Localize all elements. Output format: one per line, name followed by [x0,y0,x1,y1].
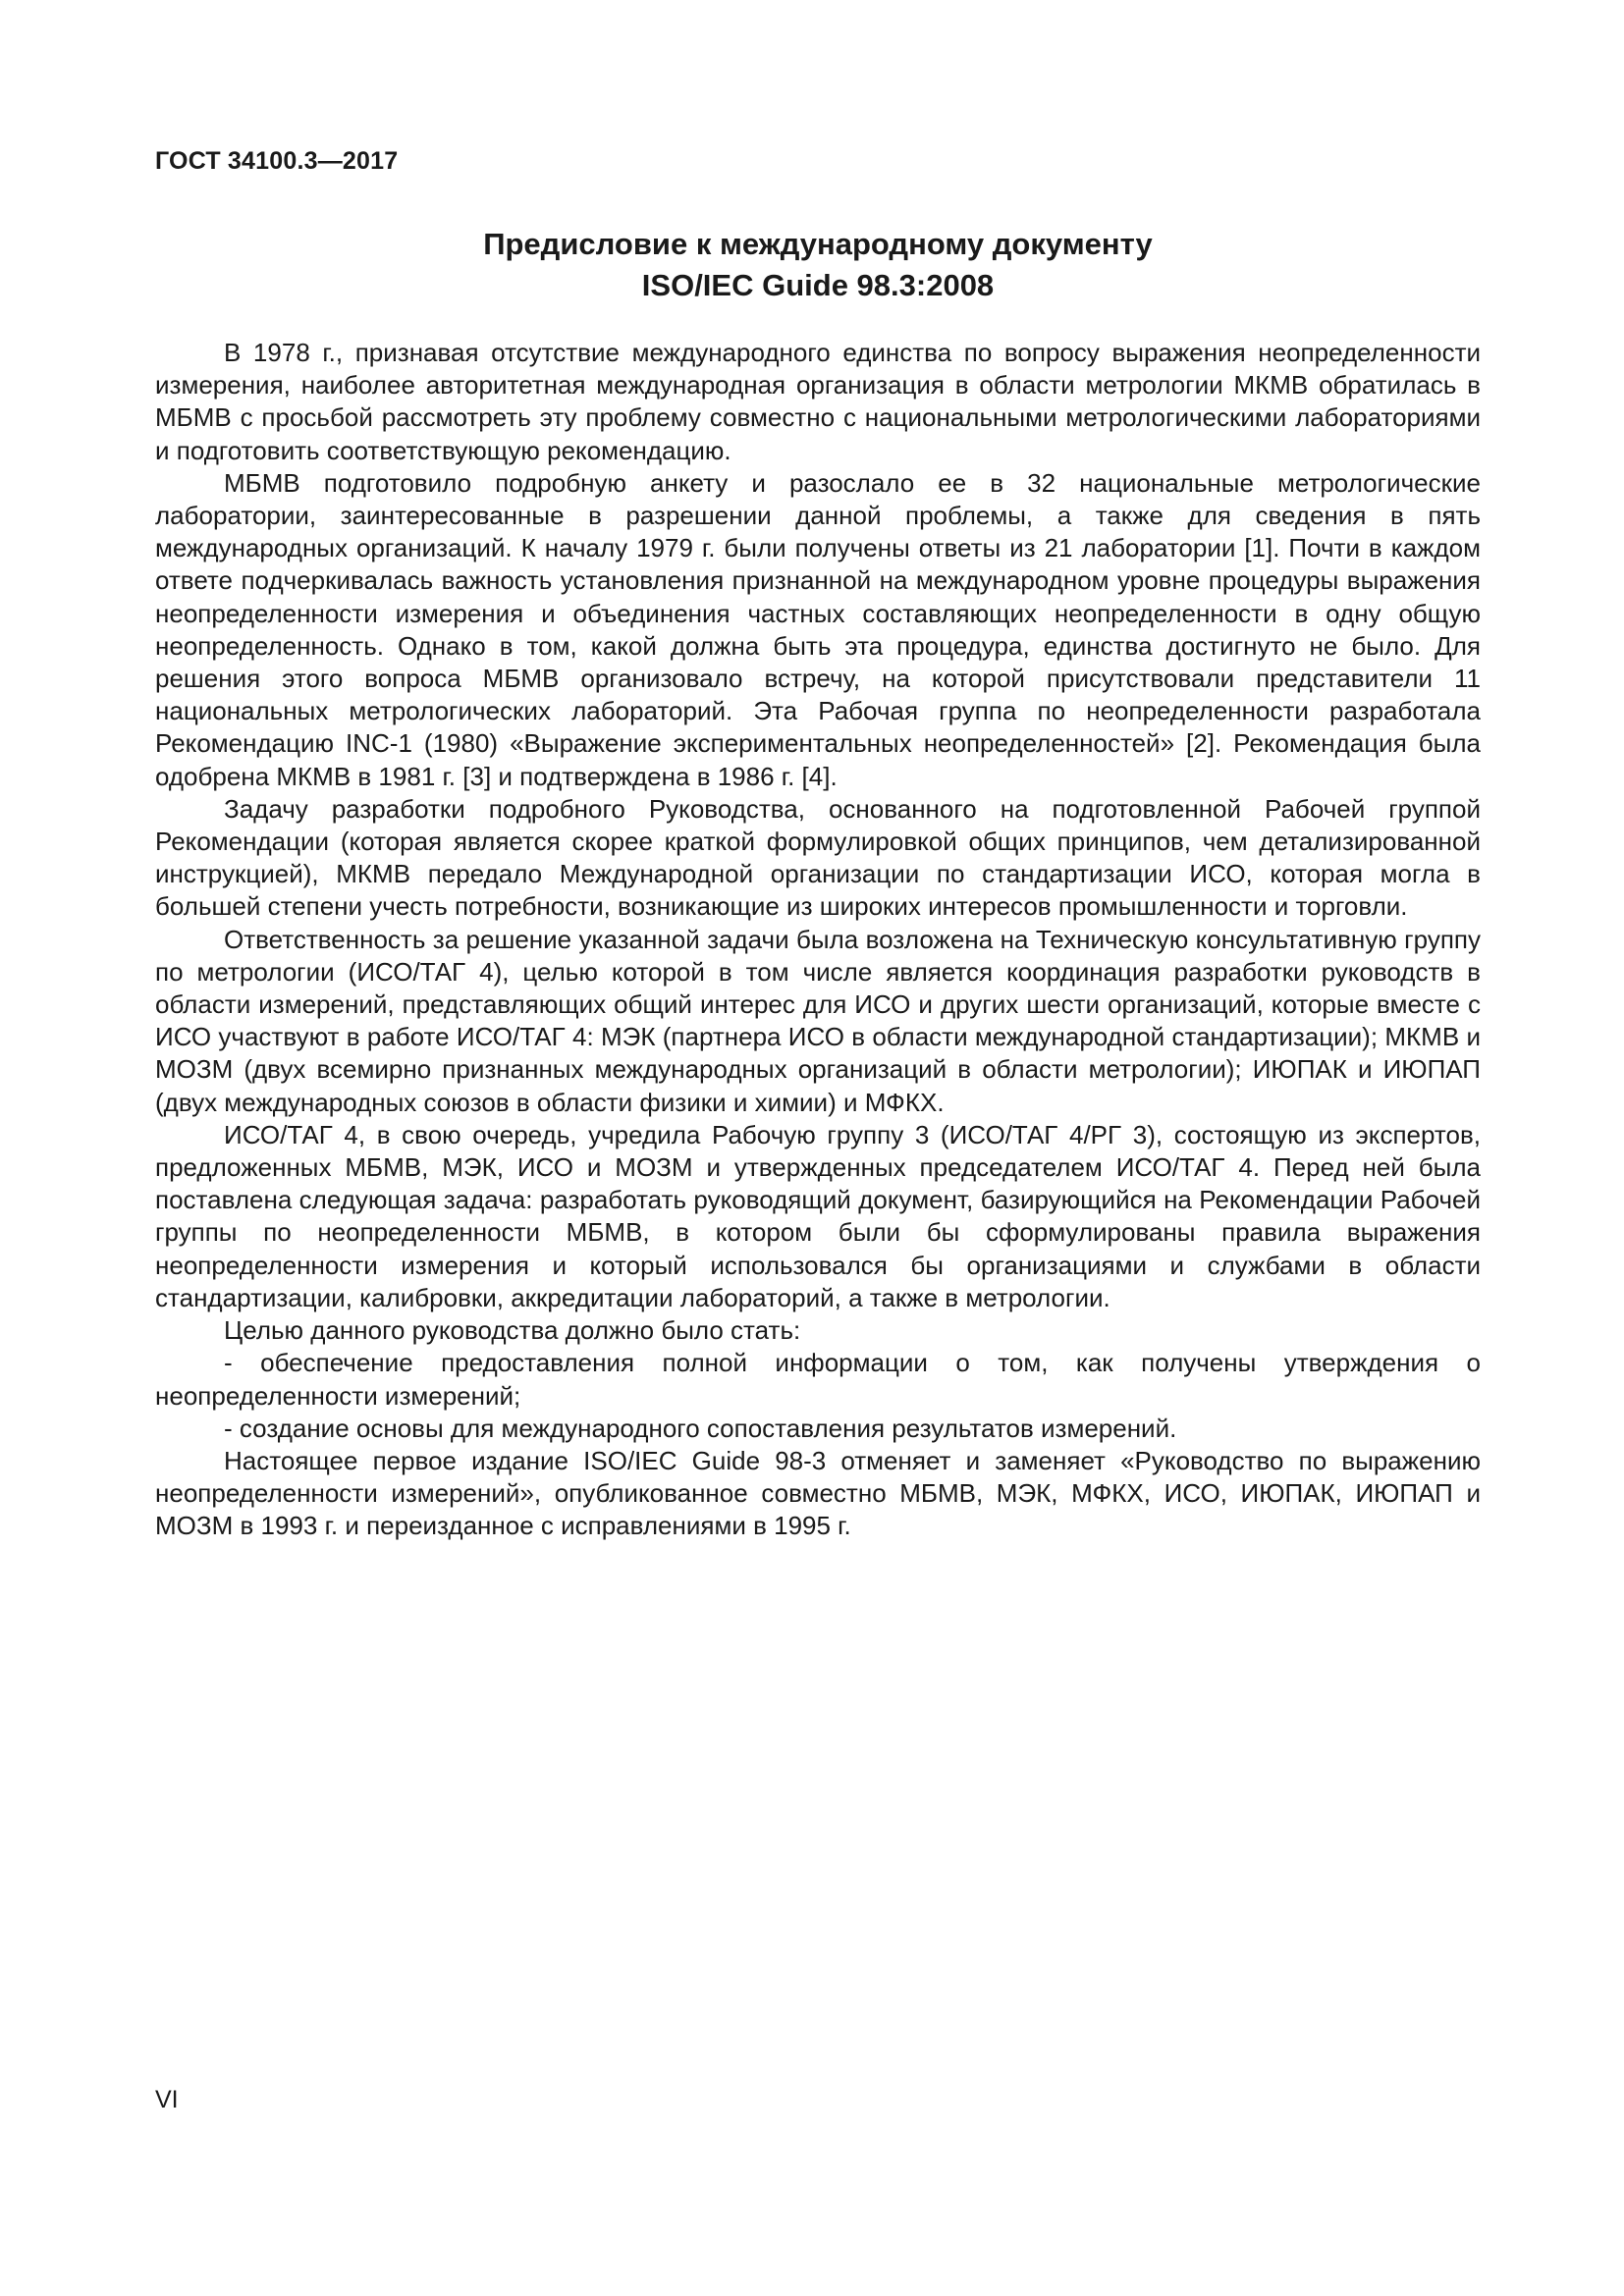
list-item: - обеспечение предоставления полной информации о том, как получены утверждения о неопределенности измерений; [155,1348,1481,1411]
paragraph: Целью данного руководства должно было стать: [224,1315,801,1346]
body-text [155,337,1481,1543]
paragraph: В 1978 г., признавая отсутствие международного единства по вопросу выражения неопределенности измерения, наиболее авторитетная международная организация в области метрологии МКМВ обратилась в МБМВ с просьбой рассмотреть эту проблему совместно с национальными метрологическими лабораториями и подготовить соответствующую рекомендацию. [155,338,1481,465]
document-code: ГОСТ 34100.3—2017 [155,147,399,175]
paragraph: МБМВ подготовило подробную анкету и разослало ее в 32 национальные метрологические лаборатории, заинтересованные в разрешении данной проблемы, а также для сведения в пять международных организаций. К началу 1979 г. были получены ответы из 21 лаборатории [1]. Почти в каждом ответе подчеркивалась важность установления признанной на международном уровне процедуры выражения неопределенности измерения и объединения частных составляющих неопределенности в одну общую неопределенность. Однако в том, какой должна быть эта процедура, единства достигнуто не было. Для решения этого вопроса МБМВ организовало встречу, на которой присутствовали представители 11 национальных метрологических лабораторий. Эта Рабочая группа по неопределенности разработала Рекомендацию INC-1 (1980) «Выражение экспериментальных неопределенностей» [2]. Рекомендация была одобрена МКМВ в 1981 г. [3] и подтверждена в 1986 г. [4]. [155,467,1481,791]
title-line-2: ISO/IEC Guide 98.3:2008 [641,268,995,302]
paragraph: Задачу разработки подробного Руководства, основанного на подготовленной Рабочей группой Рекомендации (которая является скорее краткой формулировкой общих принципов, чем детализированной инструкцией), МКМВ передало Международной организации по стандартизации ИСО, которая могла в большей степени учесть потребности, возникающие из широких интересов промышленности и торговли. [155,793,1481,922]
list-item: - создание основы для международного сопоставления результатов измерений. [224,1413,1177,1443]
paragraph: ИСО/ТАГ 4, в свою очередь, учредила Рабочую группу 3 (ИСО/ТАГ 4/РГ 3), состоящую из экспертов, предложенных МБМВ, МЭК, ИСО и МОЗМ и утвержденных председателем ИСО/ТАГ 4. Перед ней была поставлена следующая задача: разработать руководящий документ, базирующийся на Рекомендации Рабочей группы по неопределенности МБМВ, в котором были бы сформулированы правила выражения неопределенности измерения и который использовался бы организациями и службами в области стандартизации, калибровки, аккредитации лабораторий, а также в метрологии. [155,1119,1481,1312]
title-line-1: Предисловие к международному документу [483,227,1153,261]
page-title [155,224,1481,306]
paragraph: Настоящее первое издание ISO/IEC Guide 98-3 отменяет и заменяет «Руководство по выражению неопределенности измерений», опубликованное совместно МБМВ, МЭК, МФКХ, ИСО, ИЮПАК, ИЮПАП и МОЗМ в 1993 г. и переизданное с исправлениями в 1995 г. [155,1445,1481,1541]
paragraph: Ответственность за решение указанной задачи была возложена на Техническую консультативную группу по метрологии (ИСО/ТАГ 4), целью которой в том числе является координация разработки руководств в области измерений, представляющих общий интерес для ИСО и других шести организаций, которые вместе с ИСО участвуют в работе ИСО/ТАГ 4: МЭК (партнера ИСО в области международной стандартизации); МКМВ и МОЗМ (двух всемирно признанных международных организаций в области метрологии); ИЮПАК и ИЮПАП (двух международных союзов в области физики и химии) и МФКХ. [155,924,1481,1117]
page-number: VI [155,2086,179,2113]
